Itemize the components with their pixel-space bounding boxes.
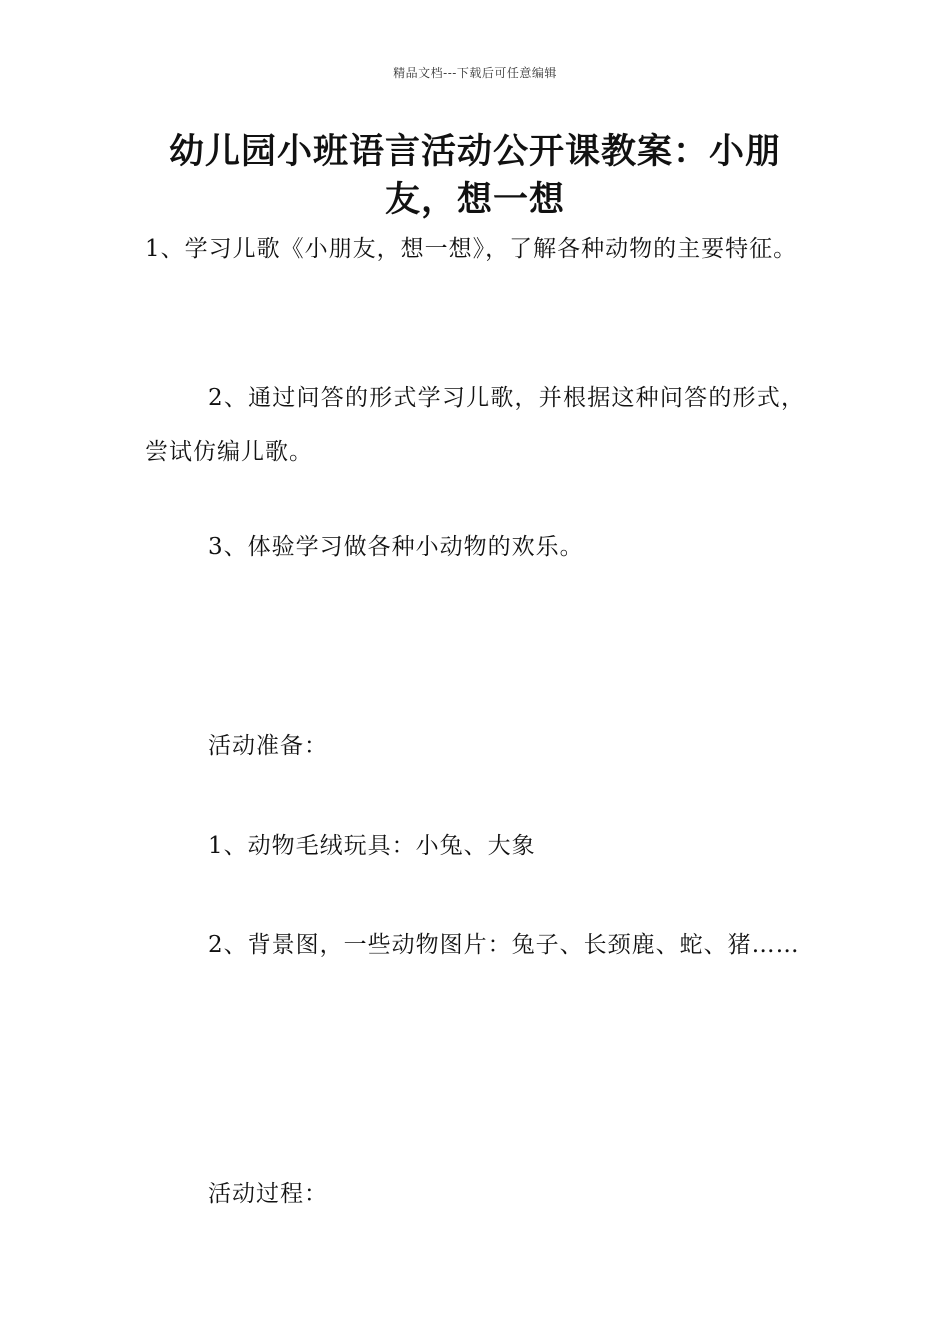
goal-item-2: 2、通过问答的形式学习儿歌，并根据这种问答的形式，尝试仿编儿歌。 — [145, 385, 805, 465]
preparation-item-1: 1、动物毛绒玩具：小兔、大象 — [208, 833, 536, 859]
process-heading: 活动过程： — [208, 1181, 328, 1207]
document-title: 幼儿园小班语言活动公开课教案：小朋友，想一想 — [168, 132, 781, 220]
page-header: 精品文档---下载后可任意编辑 — [393, 66, 557, 80]
preparation-item-2: 2、背景图，一些动物图片：兔子、长颈鹿、蛇、猪…… — [208, 932, 800, 958]
goal-item-3: 3、体验学习做各种小动物的欢乐。 — [208, 534, 584, 560]
preparation-heading: 活动准备： — [208, 733, 328, 759]
goal-item-1: 1、学习儿歌《小朋友，想一想》，了解各种动物的主要特征。 — [145, 236, 798, 262]
